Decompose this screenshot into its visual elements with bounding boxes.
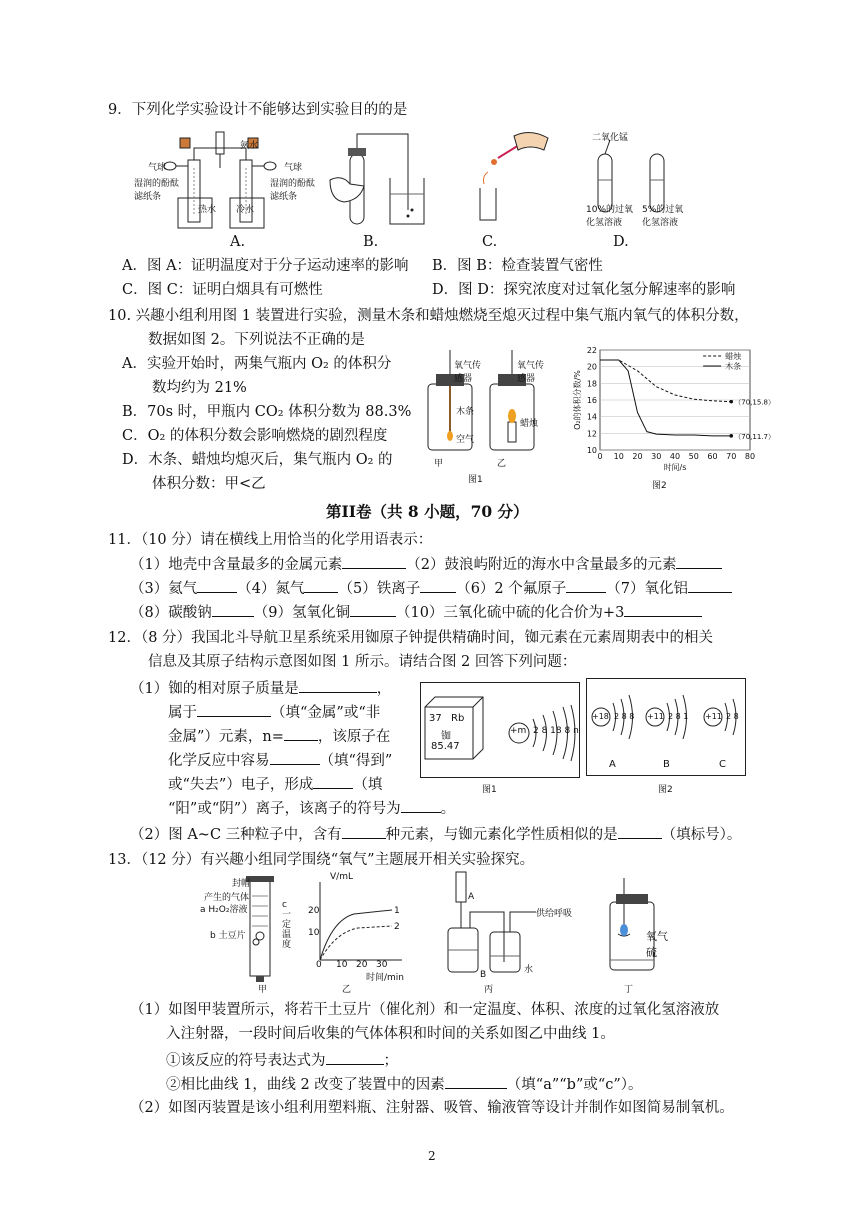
q10-stem-line1: 10. 兴趣小组利用图 1 装置进行实验，测量木条和蜡烛燃烧至熄灭过程中集气瓶内氧气的体积分数， bbox=[108, 308, 749, 324]
q12-blank-ion-type[interactable] bbox=[313, 774, 353, 789]
yi-y10: 10 bbox=[308, 928, 320, 938]
q12-p6a: “阳”或“阴”）离子，该离子的符号为 bbox=[168, 801, 401, 817]
q12-p1: （1）铷的相对原子质量是 bbox=[130, 681, 299, 697]
x-tick-label: 80 bbox=[744, 452, 756, 461]
q11-blank9[interactable] bbox=[350, 602, 396, 617]
q13-blank-equation[interactable] bbox=[326, 1050, 384, 1065]
q12-part1-line1: （1）铷的相对原子质量是 ， bbox=[130, 678, 391, 699]
q12-part2 bbox=[130, 824, 741, 845]
x-tick-label: 70 bbox=[726, 452, 737, 461]
q12-p7c: （填标号）。 bbox=[661, 827, 742, 843]
ding-label-o2: 氧气 bbox=[646, 930, 668, 943]
label-cap: 封帽 bbox=[232, 879, 251, 889]
rb-nucleus: +m bbox=[510, 726, 527, 736]
series-line-1 bbox=[600, 360, 731, 436]
q12-blank-mass[interactable] bbox=[299, 678, 377, 693]
y-tick-label: 16 bbox=[586, 396, 597, 405]
y-tick-label: 12 bbox=[586, 429, 597, 439]
q11-item9: （9）氢氧化铜 bbox=[253, 605, 350, 621]
rb-mass: 85.47 bbox=[431, 741, 460, 752]
q11-blank3[interactable] bbox=[197, 578, 237, 593]
q11-blank8[interactable] bbox=[212, 602, 254, 617]
q12-figure-2-caption: 图2 bbox=[658, 785, 673, 795]
q12-p3a: 金属”）元素，n= bbox=[168, 729, 284, 745]
q12-p5a: 或“失去”）电子，形成 bbox=[168, 777, 314, 793]
x-tick-label: 10 bbox=[613, 452, 624, 461]
yi-x0: 0 bbox=[316, 960, 322, 970]
q12-p4b: （填“得到” bbox=[319, 753, 393, 769]
atom-a-shells: 2 8 8 bbox=[614, 712, 635, 721]
y-tick-label: 14 bbox=[586, 412, 597, 422]
q12-stem-line2: 信息及其原子结构示意图如图 1 所示。请结合图 2 回答下列问题： bbox=[148, 654, 577, 670]
atom-c-label: C bbox=[719, 759, 726, 770]
q13-part1-line1: （1）如图甲装置所示，将若干土豆片（催化剂）和一定温度、体积、浓度的过氧化氢溶液放 bbox=[130, 1002, 720, 1018]
q12-part1-line4 bbox=[168, 750, 392, 771]
q11-blank1[interactable] bbox=[342, 554, 406, 569]
q12-figure-1-caption: 图1 bbox=[482, 785, 497, 795]
q11-line1 bbox=[130, 554, 722, 575]
q13-part1-line2: 入注射器，一段时间后收集的气体体积和时间的关系如图乙中曲线 1。 bbox=[166, 1026, 615, 1042]
label-h2o2-5: 5%的过氧化氢溶液 bbox=[642, 205, 684, 228]
q10-stem-line2: 数据如图 2。下列说法不正确的是 bbox=[148, 332, 365, 348]
label-sensor-jia: 氧气传感器 bbox=[454, 361, 482, 384]
label-paper-right: 湿润的酚酞滤纸条 bbox=[270, 179, 316, 202]
label-balloon-right: 气球 bbox=[284, 163, 303, 173]
label-gas: 产生的气体 bbox=[204, 893, 250, 903]
q12-blank-ion-symbol[interactable] bbox=[401, 798, 441, 813]
q12-part1-line2 bbox=[168, 702, 380, 723]
fig-letter-c: C. bbox=[482, 234, 498, 250]
q13-stem: 13．（12 分）有兴趣小组同学围绕“氧气”主题展开相关实验探究。 bbox=[108, 852, 535, 868]
yi-x30: 30 bbox=[376, 960, 388, 970]
q11-line2 bbox=[130, 578, 732, 599]
q10-option-a-line2: 数均约为 21% bbox=[152, 380, 247, 396]
q11-item4: （4）氮气 bbox=[237, 581, 305, 597]
label-fig-bing: 丙 bbox=[484, 985, 494, 995]
yi-curve2-label: 2 bbox=[394, 922, 400, 932]
q10-option-c: C．O₂ 的体积分数会影响燃烧的剧烈程度 bbox=[122, 428, 388, 444]
q12-p5b: （填 bbox=[353, 777, 383, 793]
q12-blank-metal[interactable] bbox=[197, 702, 271, 717]
q11-item5: （5）铁离子 bbox=[338, 581, 421, 597]
ding-label-s: 硫 bbox=[646, 946, 657, 959]
label-air: 空气 bbox=[456, 435, 475, 445]
y-tick-label: 10 bbox=[586, 446, 597, 455]
q13-part1-line4 bbox=[166, 1074, 643, 1095]
label-paper-left: 湿润的酚酞滤纸条 bbox=[134, 179, 180, 202]
yi-x20: 20 bbox=[356, 960, 368, 970]
q11-item2: （2）鼓浪屿附近的海水中含量最多的元素 bbox=[406, 557, 677, 573]
q10-figure-1 bbox=[418, 342, 576, 472]
label-c-temp: c 一定温度 bbox=[282, 900, 292, 950]
bing-label-water: 水 bbox=[524, 965, 534, 975]
bing-label-b: B bbox=[480, 970, 487, 980]
label-a-h2o2: a H₂O₂溶液 bbox=[200, 905, 248, 915]
q11-item7: （7）氧化铝 bbox=[606, 581, 688, 597]
yi-xlabel: 时间/min bbox=[366, 973, 405, 983]
q13-figure-bing bbox=[440, 872, 580, 982]
x-tick-label: 60 bbox=[707, 452, 718, 461]
q10-figure-2-caption: 图2 bbox=[652, 481, 667, 491]
label-sensor-yi: 氧气传感器 bbox=[517, 361, 545, 384]
yi-y20: 20 bbox=[308, 906, 320, 916]
q13-p1c-end: ； bbox=[383, 1053, 398, 1069]
q12-p3b: ，该原子在 bbox=[317, 729, 391, 745]
label-fig-ding: 丁 bbox=[624, 985, 634, 995]
end-annotation-0: （70,15.8） bbox=[734, 398, 775, 407]
y-tick-label: 22 bbox=[586, 346, 597, 355]
label-cold-water: 冷水 bbox=[236, 205, 255, 215]
q10-option-a-line1: A．实验开始时，两集气瓶内 O₂ 的体积分 bbox=[122, 356, 392, 372]
q10-option-d-line2: 体积分数：甲<乙 bbox=[152, 476, 266, 492]
q12-blank-gain-lose[interactable] bbox=[270, 750, 320, 765]
q13-part1-line3 bbox=[166, 1050, 398, 1071]
q9-option-b: B．图 B：检查装置气密性 bbox=[432, 258, 603, 274]
q10-figure-2-chart bbox=[570, 340, 775, 480]
label-stick: 木条 bbox=[456, 407, 475, 417]
q11-item6: （6）2 个氟原子 bbox=[456, 581, 567, 597]
rb-symbol: Rb bbox=[451, 713, 465, 724]
q9-option-a: A．图 A：证明温度对于分子运动速率的影响 bbox=[122, 258, 409, 274]
q11-blank10[interactable] bbox=[624, 602, 702, 617]
x-tick-label: 0 bbox=[597, 452, 603, 461]
rb-atomic-number: 37 bbox=[429, 713, 442, 724]
q12-p7a: （2）图 A~C 三种粒子中，含有 bbox=[130, 827, 342, 843]
q11-item3: （3）氦气 bbox=[130, 581, 198, 597]
q11-blank5[interactable] bbox=[420, 578, 456, 593]
q9-figure-c bbox=[470, 128, 560, 223]
q12-stem-line1: 12．（8 分）我国北斗导航卫星系统采用铷原子钟提供精确时间，铷元素在元素周期表中的相关 bbox=[108, 630, 714, 646]
fig-letter-a: A. bbox=[230, 234, 246, 250]
atom-b-label: B bbox=[663, 759, 670, 770]
yi-curve1-label: 1 bbox=[394, 906, 400, 916]
label-balloon-left: 气球 bbox=[148, 163, 167, 173]
q11-item8: （8）碳酸钠 bbox=[130, 605, 212, 621]
atom-c-nucleus: +11 bbox=[705, 712, 722, 721]
atom-c-shells: 2 8 bbox=[726, 712, 739, 721]
legend-label-0: 蜡烛 bbox=[725, 352, 742, 361]
fig-letter-d: D. bbox=[613, 234, 629, 250]
q13-p1c: ①该反应的符号表达式为 bbox=[166, 1053, 326, 1069]
q9-stem: 9．下列化学实验设计不能够达到实验目的的是 bbox=[108, 102, 408, 118]
q12-p7b: 种元素，与铷元素化学性质相似的是 bbox=[385, 827, 618, 843]
q10-option-b: B．70s 时，甲瓶内 CO₂ 体积分数为 88.3% bbox=[122, 404, 412, 420]
q12-blank-count[interactable] bbox=[342, 824, 386, 839]
bing-label-out: 供给呼吸 bbox=[536, 909, 573, 919]
label-hot-water: 热水 bbox=[198, 205, 217, 215]
rb-name: 铷 bbox=[441, 731, 451, 742]
y-axis-label: O₂的体积分数/% bbox=[573, 370, 582, 430]
label-ammonia: 氨水 bbox=[240, 141, 259, 151]
q13-blank-factor[interactable] bbox=[445, 1074, 507, 1089]
q13-p1d-end: （填“a”“b”或“c”）。 bbox=[506, 1077, 643, 1093]
y-tick-label: 20 bbox=[586, 362, 597, 372]
q12-p2a: 属于 bbox=[168, 705, 197, 721]
label-jia: 甲 bbox=[434, 459, 444, 469]
rb-shells: 2 8 18 8 n bbox=[533, 726, 579, 736]
x-tick-label: 50 bbox=[688, 452, 699, 461]
label-candle: 蜡烛 bbox=[520, 419, 539, 429]
label-fig-jia: 甲 bbox=[258, 985, 268, 995]
y-tick-label: 18 bbox=[586, 379, 597, 389]
q11-blank6[interactable] bbox=[566, 578, 606, 593]
q11-item10: （10）三氧化硫中硫的化合价为+3 bbox=[395, 605, 625, 621]
x-axis-label: 时间/s bbox=[663, 463, 687, 472]
label-b-potato: b 土豆片 bbox=[210, 931, 246, 941]
yi-x10: 10 bbox=[336, 960, 348, 970]
x-tick-label: 40 bbox=[669, 452, 681, 461]
q13-part2-line1: （2）如图丙装置是该小组利用塑料瓶、注射器、吸管、输液管等设计并制作如图简易制氧机。 bbox=[130, 1100, 734, 1116]
q12-blank-n[interactable] bbox=[284, 726, 318, 741]
q11-blank4[interactable] bbox=[304, 578, 338, 593]
section-ii-title: 第II卷（共 8 小题，70 分） bbox=[326, 502, 529, 521]
q11-item1: （1）地壳中含量最多的金属元素 bbox=[130, 557, 343, 573]
end-point-0 bbox=[729, 400, 733, 404]
page-number: 2 bbox=[428, 1149, 436, 1163]
atom-b-nucleus: +11 bbox=[647, 712, 664, 721]
q12-figure-2 bbox=[586, 678, 746, 776]
end-point-1 bbox=[729, 434, 733, 438]
q12-p6b: 。 bbox=[440, 801, 456, 817]
q11-blank7[interactable] bbox=[688, 578, 732, 593]
yi-ylabel: V/mL bbox=[330, 872, 353, 882]
q11-stem: 11．（10 分）请在横线上用恰当的化学用语表示： bbox=[108, 532, 433, 548]
x-tick-label: 30 bbox=[651, 452, 662, 461]
q12-figure-1 bbox=[420, 682, 580, 778]
q12-p2b: （填“金属”或“非 bbox=[271, 705, 381, 721]
fig-letter-b: B. bbox=[363, 234, 379, 250]
q11-blank2[interactable] bbox=[676, 554, 722, 569]
x-tick-label: 20 bbox=[632, 452, 643, 461]
q12-blank-similar[interactable] bbox=[618, 824, 662, 839]
atom-b-shells: 2 8 1 bbox=[668, 712, 689, 721]
q13-p1d: ②相比曲线 1，曲线 2 改变了装置中的因素 bbox=[166, 1077, 445, 1093]
atom-a-nucleus: +18 bbox=[592, 712, 609, 721]
legend-label-1: 木条 bbox=[725, 362, 742, 371]
q9-option-d: D．图 D：探究浓度对过氧化氢分解速率的影响 bbox=[432, 282, 736, 298]
q10-option-d-line1: D．木条、蜡烛均熄灭后，集气瓶内 O₂ 的 bbox=[122, 452, 393, 468]
atom-a-label: A bbox=[609, 759, 616, 770]
bing-label-a: A bbox=[468, 892, 475, 902]
end-annotation-1: （70,11.7） bbox=[734, 432, 775, 441]
label-yi: 乙 bbox=[497, 459, 507, 469]
q12-part1-line3 bbox=[168, 726, 390, 747]
q11-line3 bbox=[130, 602, 702, 623]
q9-option-c: C．图 C：证明白烟具有可燃性 bbox=[122, 282, 323, 298]
q10-figure-1-caption: 图1 bbox=[468, 475, 483, 485]
q12-part1-line6 bbox=[168, 798, 455, 819]
q9-figure-b bbox=[320, 128, 430, 230]
label-fig-yi: 乙 bbox=[342, 985, 352, 995]
q12-p4a: 化学反应中容易 bbox=[168, 753, 270, 769]
label-h2o2-10: 10%的过氧化氢溶液 bbox=[586, 205, 634, 228]
q12-part1-line5 bbox=[168, 774, 382, 795]
label-mno2: 二氧化锰 bbox=[592, 133, 629, 143]
